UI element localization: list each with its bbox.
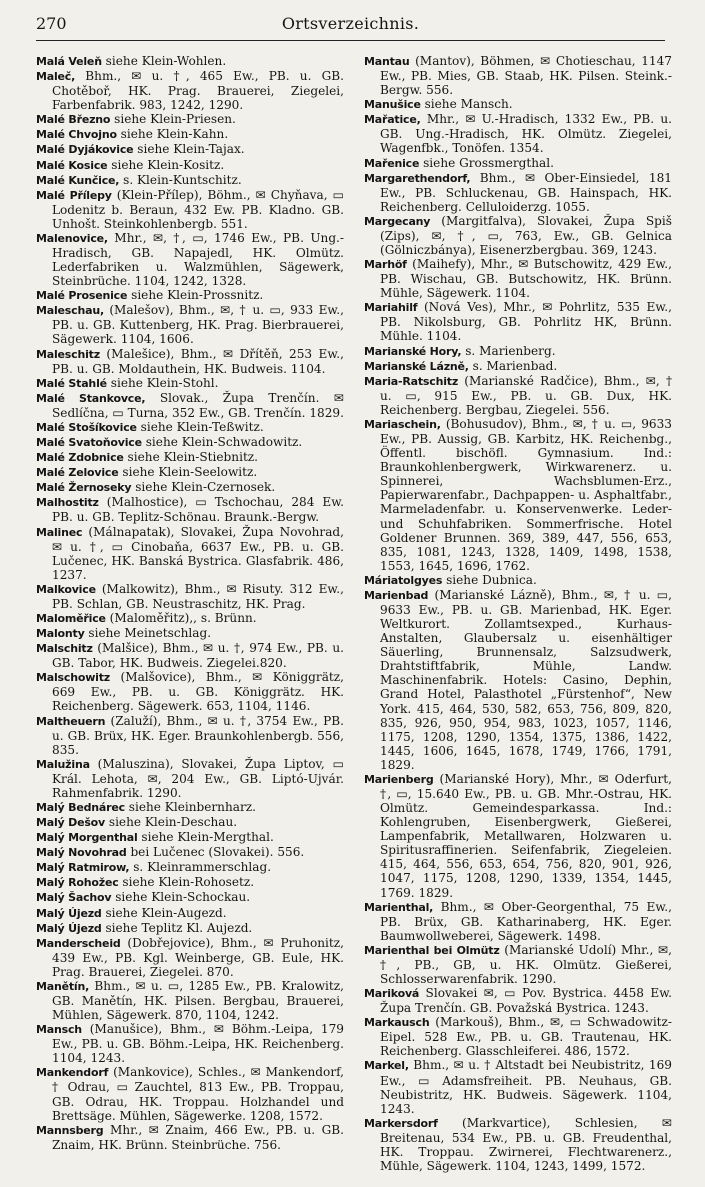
- entry-text: siehe Teplitz Kl. Aujezd.: [101, 920, 253, 935]
- entry-text: (Marianské Radčice), Bhm., ✉, † u. ▭, 915 Ew., PB. u. GB. Dux, HK. Reichenberg. Bergbau, Ziegelei. 556.: [380, 373, 672, 417]
- entry-text: (Zaluží), Bhm., ✉ u. †, 3754 Ew., PB. u. GB. Brüx, HK. Eger. Braunkohlenbergb. 556, 835.: [52, 713, 344, 757]
- gazetteer-entry: [364, 588, 672, 772]
- entry-text: siehe Klein-Deschau.: [105, 815, 238, 830]
- entry-text: s. Marienbad.: [468, 358, 558, 373]
- entry-headword: Manderscheid: [36, 936, 121, 950]
- entry-headword: Malé Žernoseky: [36, 481, 132, 495]
- entry-text: (Marianské Hory), Mhr., ✉ Oderfurt, †, ▭, 15.640 Ew., PB. u. GB. Mhr.-Ostrau, HK. Olmütz. Gemeindesparkassa. Ind.: Kohlengruben, Eisenbergwerk, Gießerei, Lampenfabrik, Metallwaren, Holzwaren u. Spiritusraffinerien. Seifenfabrik, Ziegeleien. 415, 464, 556, 653, 654, 756, 820, 901, 926, 1047, 1175, 1208, 1290, 1339, 1354, 1445, 1769. 1829.: [380, 771, 672, 900]
- entry-text: Mhr., ✉ Znaim, 466 Ew., PB. u. GB. Znaim, HK. Brünn. Steinbrüche. 756.: [52, 1122, 344, 1152]
- entry-text: siehe Klein-Schockau.: [111, 890, 251, 905]
- entry-headword: Malé Dyjákovice: [36, 143, 134, 157]
- entry-text: siehe Klein-Prossnitz.: [127, 288, 264, 303]
- entry-text: (Nová Ves), Mhr., ✉ Pohrlitz, 535 Ew., PB. Nikolsburg, GB. Pohrlitz HK, Brünn. Mühle. 1104.: [380, 300, 672, 344]
- entry-text: (Markouš), Bhm., ✉, ▭ Schwadowitz-Eipel. 528 Ew., PB. u. GB. Trautenau, HK. Reichenberg. Glasschleiferei. 486, 1572.: [380, 1015, 672, 1059]
- entry-text: siehe Klein-Schwadowitz.: [141, 435, 303, 450]
- entry-headword: Malé Přílepy: [36, 188, 112, 202]
- gazetteer-entry: [364, 1015, 672, 1058]
- entry-text: Mhr., ✉, †, ▭, 1746 Ew., PB. Ung.-Hradisch, GB. Napajedl, HK. Olmütz. Lederfabriken u. Walzmühlen, Sägewerk, Steinbrüche. 1104, 1242, 1328.: [52, 230, 344, 289]
- entry-headword: Maleschau,: [36, 304, 104, 318]
- gazetteer-entry: [36, 979, 344, 1022]
- gazetteer-entry: [364, 573, 672, 588]
- gazetteer-entry: [364, 772, 672, 900]
- entry-text: (Marianské Udolí) Mhr., ✉, †, PB., GB, u. HK. Olmütz. Gießerei, Schlosserwarenfabrik. 1290.: [380, 942, 672, 986]
- gazetteer-entry: [36, 465, 344, 480]
- gazetteer-entry: [36, 906, 344, 921]
- gazetteer-entry: [364, 54, 672, 97]
- entry-text: siehe Klein-Seelowitz.: [118, 465, 258, 480]
- entry-text: siehe Klein-Czernosek.: [131, 480, 276, 495]
- entry-text: siehe Grossmergthal.: [419, 155, 554, 170]
- gazetteer-entry: [364, 1116, 672, 1173]
- entry-headword: Malý Újezd: [36, 921, 102, 935]
- entry-headword: Markel,: [364, 1059, 409, 1073]
- entry-headword: Mariková: [364, 987, 420, 1001]
- gazetteer-entry: [364, 112, 672, 155]
- gazetteer-entry: [36, 1123, 344, 1152]
- entry-text: (Manušice), Bhm., ✉ Böhm.-Leipa, 179 Ew., PB. u. GB. Böhm.-Leipa, HK. Reichenberg. 1104, 1243.: [52, 1022, 344, 1066]
- entry-headword: Mařenice: [364, 156, 420, 170]
- page-header: [36, 14, 665, 38]
- entry-headword: Mantau: [364, 55, 410, 68]
- entry-text: Bhm., ✉ u. †, 465 Ew., PB. u. GB. Chotěboř, HK. Prag. Brauerei, Ziegelei, Farbenfabrik. 983, 1242, 1290.: [52, 69, 344, 113]
- gazetteer-entry: [36, 815, 344, 830]
- entry-text: s. Marienberg.: [461, 343, 556, 358]
- gazetteer-entry: [36, 1065, 344, 1122]
- entry-text: (Malkowitz), Bhm., ✉ Risuty. 312 Ew., PB. Schlan, GB. Neustraschitz, HK. Prag.: [52, 581, 344, 611]
- entry-text: (Mankovice), Schles., ✉ Mankendorf, † Odrau, ▭ Zauchtel, 813 Ew., PB. Troppau, GB. Odrau, HK. Troppau. Holzhandel und Brettsäge. Mühlen, Sägewerke. 1208, 1572.: [52, 1065, 344, 1123]
- entry-text: siehe Klein-Augezd.: [101, 905, 227, 920]
- entry-headword: Malenovice,: [36, 231, 108, 245]
- entry-headword: Malschowitz: [36, 671, 110, 685]
- entry-headword: Malé Stošíkovice: [36, 420, 137, 434]
- entry-headword: Markausch: [364, 1016, 430, 1030]
- gazetteer-entry: [36, 845, 344, 860]
- gazetteer-entry: [36, 173, 344, 188]
- entry-headword: Malonty: [36, 627, 85, 641]
- entry-text: (Dobřejovice), Bhm., ✉ Pruhonitz, 439 Ew., PB. Kgl. Weinberge, GB. Eule, HK. Prag. Brauerei, Ziegelei. 870.: [52, 935, 344, 979]
- entry-text: siehe Mansch.: [420, 97, 513, 112]
- entry-headword: Mannsberg: [36, 1123, 104, 1137]
- header-rule: [36, 40, 665, 41]
- entry-headword: Malé Stahlé: [36, 376, 107, 390]
- entry-headword: Maleč,: [36, 70, 76, 84]
- gazetteer-entry: [36, 288, 344, 303]
- entry-text: Bhm., ✉ u. † Altstadt bei Neubistritz, 169 Ew., ▭ Adamsfreiheit. PB. Neuhaus, GB. Neubistritz, HK. Budweis. Sägewerk. 1104, 1243.: [380, 1058, 672, 1116]
- gazetteer-entry: [36, 347, 344, 376]
- gazetteer-entry: [36, 231, 344, 288]
- entry-headword: Malé Kunčice,: [36, 173, 120, 187]
- entry-headword: Malý Šachov: [36, 891, 112, 905]
- entry-headword: Malý Ratmirow,: [36, 861, 130, 875]
- gazetteer-entry: [36, 69, 344, 112]
- gazetteer-entry: [36, 54, 344, 69]
- gazetteer-entry: [36, 420, 344, 435]
- entry-headword: Mansch: [36, 1023, 82, 1037]
- entry-text: Slovakei ✉, ▭ Pov. Bystrica. 4458 Ew. Župa Trenčín. GB. Považská Bystrica. 1243.: [380, 986, 672, 1016]
- entry-headword: Máriatolgyes: [364, 573, 443, 587]
- entry-headword: Malý Rohožec: [36, 876, 119, 890]
- entry-headword: Malkovice: [36, 582, 96, 596]
- entry-headword: Malý Dešov: [36, 816, 106, 830]
- entry-headword: Maria-Ratschitz: [364, 374, 459, 388]
- entry-text: siehe Klein-Mergthal.: [137, 830, 274, 845]
- running-title: Ortsverzeichnis.: [281, 14, 420, 33]
- entry-text: (Klein-Přílep), Böhm., ✉ Chyňava, ▭ Lodenitz b. Beraun, 432 Ew. PB. Kladno. GB. Unhošt. Steinkohlenbergb. 551.: [52, 187, 345, 231]
- gazetteer-entry: [36, 303, 344, 346]
- gazetteer-entry: [36, 921, 344, 936]
- entry-text: (Bohusudov), Bhm., ✉, † u. ▭, 9633 Ew., PB. Aussig, GB. Karbitz, HK. Reichenbg., Öffentl. bischöfl. Gymnasium. Ind.: Braunkohlenbergwerk, Wirkwarenerz. u. Spinnerei, Wachsblumen-Erz., Papierwarenfabr., Dachpappen- u. Asphaltfabr., Marmeladenfabr. u. Konservenwerke. Leder- und Schuhfabriken. Sommerfrische. Hotel Goldener Brunnen. 369, 389, 447, 556, 653, 835, 1081, 1243, 1328, 1409, 1498, 1538, 1553, 1645, 1696, 1762.: [380, 416, 672, 573]
- entry-headword: Malé Zelovice: [36, 466, 119, 480]
- gazetteer-entry: [36, 450, 344, 465]
- entry-text: siehe Klein-Stohl.: [106, 375, 219, 390]
- gazetteer-entry: [36, 582, 344, 611]
- entry-text: siehe Meinetschlag.: [84, 626, 212, 641]
- entry-headword: Mankendorf: [36, 1066, 109, 1080]
- entry-headword: Marhöf: [364, 258, 407, 272]
- entry-headword: Malé Prosenice: [36, 289, 128, 303]
- entry-text: (Málnapatak), Slovakei, Župa Novohrad, ✉ u. †, ▭ Cinobaňa, 6637 Ew., PB. u. GB. Lučenec, HK. Banská Bystrica. Glasfabrik. 486, 1237.: [52, 524, 344, 582]
- gazetteer-entry: [364, 300, 672, 343]
- entry-headword: Malé Stankovce,: [36, 391, 146, 405]
- gazetteer-entry: [364, 257, 672, 300]
- gazetteer-entry: [36, 830, 344, 845]
- entry-text: s. Kleinrammerschlag.: [129, 860, 272, 875]
- gazetteer-entry: [36, 626, 344, 641]
- gazetteer-entry: [36, 435, 344, 450]
- gazetteer-entry: [36, 611, 344, 626]
- entry-headword: Malé Svatoňovice: [36, 436, 142, 450]
- gazetteer-entry: [36, 112, 344, 127]
- gazetteer-entry: [364, 900, 672, 943]
- entry-text: (Markvartice), Schlesien, ✉ Breitenau, 534 Ew., PB. u. GB. Freudenthal, HK. Troppau. Zwirnerei, Flechtwarenerz., Mühle, Sägewerk. 1104, 1243, 1499, 1572.: [380, 1115, 672, 1174]
- entry-headword: Malužina: [36, 757, 90, 771]
- entry-headword: Malý Bednárec: [36, 800, 125, 814]
- gazetteer-entry: [364, 171, 672, 214]
- entry-headword: Malinec: [36, 525, 83, 539]
- entry-headword: Marianské Lázně,: [364, 359, 469, 373]
- entry-headword: Marienthal bei Olmütz: [364, 943, 500, 957]
- gazetteer-entry: [364, 97, 672, 112]
- gazetteer-entry: [36, 495, 344, 524]
- entry-headword: Manětín,: [36, 979, 90, 993]
- entry-text: Bhm., ✉ Ober-Georgenthal, 75 Ew., PB. Brüx, GB. Katharinaberg, HK. Eger. Baumwollweberei, Sägewerk. 1498.: [380, 899, 672, 943]
- gazetteer-entry: [36, 714, 344, 757]
- entry-text: siehe Klein-Priesen.: [110, 112, 236, 127]
- entry-text: Bhm., ✉ u. ▭, 1285 Ew., PB. Kralowitz, GB. Manětín, HK. Pilsen. Bergbau, Brauerei, Mühlen, Sägewerk. 870, 1104, 1242.: [52, 978, 344, 1023]
- left-column: [36, 54, 344, 1152]
- gazetteer-entry: [364, 986, 672, 1015]
- entry-headword: Manušice: [364, 98, 421, 112]
- entry-headword: Maleschitz: [36, 347, 100, 361]
- entry-text: siehe Klein-Kositz.: [107, 157, 225, 172]
- entry-text: (Margitfalva), Slovakei, Župa Spiš (Zips), ✉, †, ▭, 763, Ew., GB. Gelnica (Gölniczbánya), Eisenerzbergbau. 369, 1243.: [380, 213, 672, 258]
- gazetteer-entry: [36, 158, 344, 173]
- gazetteer-entry: [36, 860, 344, 875]
- gazetteer-entry: [364, 374, 672, 417]
- entry-text: Bhm., ✉ Ober-Einsiedel, 181 Ew., PB. Schluckenau, GB. Hainspach, HK. Reichenberg. Celluloiderzg. 1055.: [380, 170, 672, 214]
- gazetteer-entry: [364, 156, 672, 171]
- gazetteer-entry: [36, 127, 344, 142]
- entry-text: (Malhostice), ▭ Tschochau, 284 Ew. PB. u. GB. Teplitz-Schönau. Braunk.-Bergw.: [52, 495, 344, 525]
- entry-headword: Maltheuern: [36, 714, 106, 728]
- entry-headword: Malá Veleň: [36, 55, 102, 68]
- entry-headword: Mařatice,: [364, 113, 421, 127]
- entry-headword: Marienberg: [364, 772, 434, 786]
- gazetteer-entry: [36, 188, 344, 231]
- entry-text: (Maluszina), Slovakei, Župa Liptov, ▭ Král. Lehota, ✉, 204 Ew., GB. Liptó-Ujvár. Rahmenfabrik. 1290.: [52, 756, 344, 800]
- entry-headword: Marienbad: [364, 588, 429, 602]
- gazetteer-entry: [36, 641, 344, 670]
- entry-text: (Maihefy), Mhr., ✉ Butschowitz, 429 Ew., PB. Wischau, GB. Butschowitz, HK. Brünn. Mühle, Sägewerk. 1104.: [380, 257, 672, 301]
- entry-headword: Mariaschein,: [364, 417, 441, 431]
- gazetteer-entry: [36, 757, 344, 800]
- gazetteer-entry: [36, 890, 344, 905]
- gazetteer-entry: [36, 670, 344, 713]
- gazetteer-entry: [364, 359, 672, 374]
- entry-headword: Margarethendorf,: [364, 171, 471, 185]
- gazetteer-entry: [364, 943, 672, 986]
- entry-text: (Mantov), Böhmen, ✉ Chotieschau, 1147 Ew., PB. Mies, GB. Staab, HK. Pilsen. Steink.-Bergw. 556.: [380, 54, 672, 98]
- entry-headword: Marienthal,: [364, 900, 434, 914]
- entry-text: siehe Klein-Tajax.: [133, 142, 245, 157]
- gazetteer-entry: [36, 800, 344, 815]
- entry-text: siehe Klein-Stiebnitz.: [123, 450, 259, 465]
- entry-text: siehe Klein-Wohlen.: [101, 54, 227, 68]
- entry-text: (Malešice), Bhm., ✉ Dřítěň, 253 Ew., PB. u. GB. Moldauthein, HK. Budweis. 1104.: [52, 346, 344, 376]
- entry-text: siehe Kleinbernharz.: [124, 799, 256, 814]
- entry-text: Slovak., Župa Trenčín. ✉ Sedlíčna, ▭ Turna, 352 Ew., GB. Trenčín. 1829.: [52, 390, 344, 420]
- gazetteer-entry: [364, 344, 672, 359]
- gazetteer-entry: [36, 525, 344, 582]
- gazetteer-entry: [36, 936, 344, 979]
- gazetteer-entry: [36, 480, 344, 495]
- entry-text: siehe Klein-Kahn.: [116, 127, 229, 142]
- entry-text: s. Klein-Kuntschitz.: [119, 172, 242, 187]
- gazetteer-entry: [364, 417, 672, 573]
- entry-text: (Malšovice), Bhm., ✉ Königgrätz, 669 Ew., PB. u. GB. Königgrätz. HK. Reichenberg. Sägewerk. 653, 1104, 1146.: [52, 670, 344, 714]
- entry-text: (Malešov), Bhm., ✉, † u. ▭, 933 Ew., PB. u. GB. Kuttenberg, HK. Prag. Bierbrauerei, Sägewerk. 1104, 1606.: [52, 303, 344, 347]
- right-column: [364, 54, 672, 1173]
- gazetteer-entry: [36, 142, 344, 157]
- entry-text: (Maloměřitz),, s. Brünn.: [105, 610, 257, 625]
- gazetteer-entry: [364, 1058, 672, 1115]
- entry-headword: Malý Morgenthal: [36, 831, 138, 845]
- entry-headword: Mariahilf: [364, 301, 418, 315]
- gazetteer-entry: [364, 214, 672, 257]
- gazetteer-entry: [36, 376, 344, 391]
- entry-text: siehe Dubnica.: [442, 572, 537, 587]
- entry-headword: Malé Zdobnice: [36, 451, 124, 465]
- entry-text: siehe Klein-Rohosetz.: [118, 875, 255, 890]
- entry-headword: Malhostitz: [36, 496, 99, 510]
- entry-headword: Margecany: [364, 214, 431, 228]
- gazetteer-entry: [36, 875, 344, 890]
- page-number: 270: [36, 14, 67, 33]
- entry-headword: Marianské Hory,: [364, 344, 462, 358]
- entry-headword: Malé Chvojno: [36, 128, 117, 142]
- entry-headword: Malý Újezd: [36, 906, 102, 920]
- entry-headword: Markersdorf: [364, 1116, 438, 1130]
- entry-text: (Malšice), Bhm., ✉ u. †, 974 Ew., PB. u. GB. Tabor, HK. Budweis. Ziegelei.820.: [52, 641, 344, 671]
- entry-headword: Malschitz: [36, 642, 93, 656]
- entry-headword: Malé Kosice: [36, 158, 108, 172]
- gazetteer-entry: [36, 391, 344, 420]
- entry-text: Mhr., ✉ U.-Hradisch, 1332 Ew., PB. u. GB. Ung.-Hradisch, HK. Olmütz. Ziegelei, Wagenfbk., Tonöfen. 1354.: [380, 112, 672, 156]
- entry-text: siehe Klein-Teßwitz.: [136, 419, 264, 434]
- entry-text: (Marianské Lázně), Bhm., ✉, † u. ▭, 9633 Ew., PB. u. GB. Marienbad, HK. Eger. Weltkurort. Zollamtsexped., Kurhaus-Anstalten, Glaubersalz u. eisenhältiger Säuerling, Brunnensalz, Salzsudwerk, Drahtstiftfabrik, Mühle, Landw. Maschinenfabrik. Hotels: Casino, Dephin, Grand Hotel, Palasthotel „Fürstenhof“, New York. 415, 464, 530, 582, 653, 756, 809, 820, 835, 926, 950, 954, 983, 1023, 1057, 1146, 1175, 1208, 1290, 1354, 1375, 1386, 1422, 1445, 1606, 1645, 1678, 1749, 1766, 1791, 1829.: [380, 587, 672, 772]
- gazetteer-entry: [36, 1022, 344, 1065]
- entry-headword: Malý Novohrad: [36, 846, 127, 860]
- entry-headword: Maloměřice: [36, 611, 106, 625]
- entry-headword: Malé Březno: [36, 113, 111, 127]
- entry-text: bei Lučenec (Slovakei). 556.: [126, 845, 305, 860]
